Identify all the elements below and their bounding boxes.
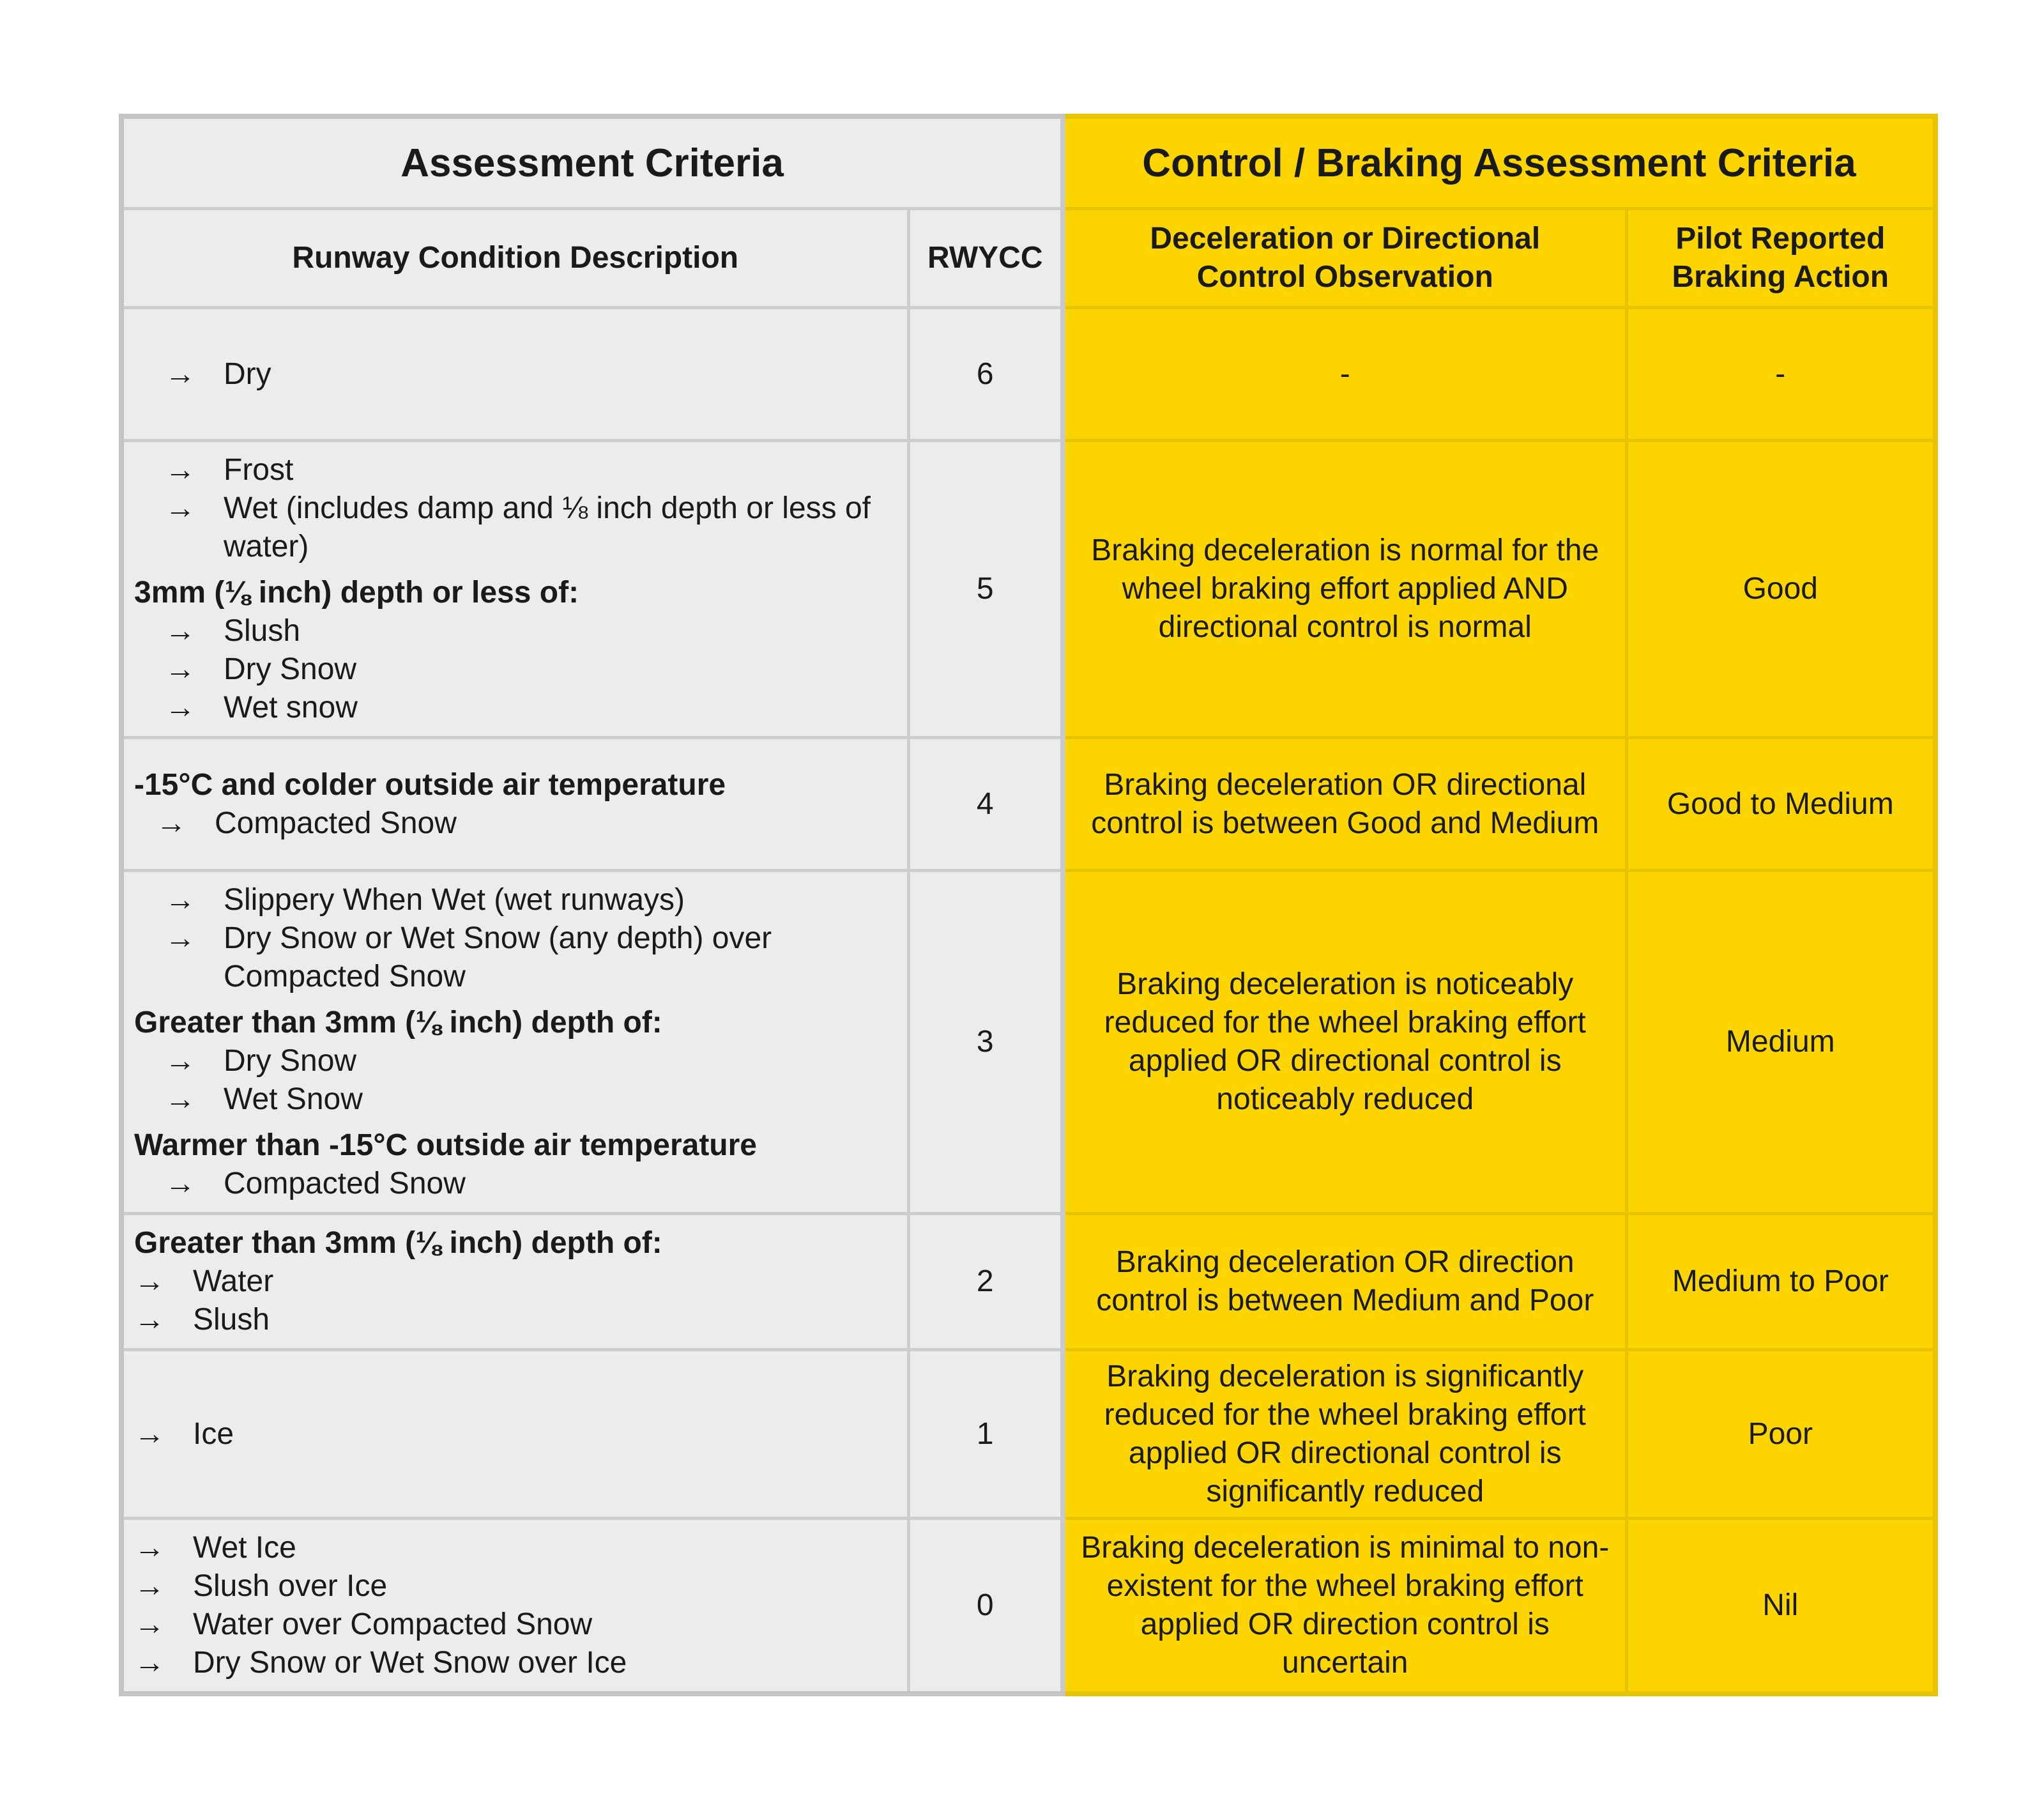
arrow-icon: → bbox=[165, 614, 195, 648]
condition-heading: 3mm (⅛ inch) depth or less of: bbox=[134, 576, 579, 610]
condition-item bbox=[134, 1262, 897, 1301]
condition-item-text: Wet Snow bbox=[224, 1082, 363, 1116]
condition-item bbox=[134, 919, 897, 996]
condition-item-text: Dry Snow bbox=[224, 652, 357, 686]
runway-condition-description bbox=[121, 1214, 908, 1350]
braking-action-header-line1: Pilot Reported bbox=[1675, 222, 1886, 256]
arrow-icon: → bbox=[165, 1082, 195, 1116]
observation-header-line1: Deceleration or Directional bbox=[1150, 222, 1541, 256]
condition-item-text: Dry Snow or Wet Snow (any depth) over Compacted Snow bbox=[224, 921, 772, 993]
pilot-braking-action: Nil bbox=[1626, 1519, 1935, 1694]
rwycc-value: 2 bbox=[908, 1214, 1063, 1350]
arrow-icon: → bbox=[165, 883, 195, 917]
condition-item-text: Dry Snow bbox=[224, 1044, 357, 1078]
condition-row bbox=[121, 1519, 1935, 1694]
condition-item-text: Wet snow bbox=[224, 691, 358, 724]
observation-header bbox=[1063, 209, 1626, 308]
pilot-braking-action: Medium bbox=[1626, 871, 1935, 1214]
arrow-icon: → bbox=[134, 1569, 165, 1603]
arrow-icon: → bbox=[165, 453, 195, 487]
runway-condition-description bbox=[121, 1350, 908, 1519]
runway-condition-description bbox=[121, 441, 908, 738]
condition-item bbox=[134, 1415, 897, 1453]
condition-item bbox=[134, 650, 897, 689]
arrow-icon: → bbox=[165, 652, 195, 686]
deceleration-observation: Braking deceleration OR direction control is between Medium and Poor bbox=[1063, 1214, 1626, 1350]
runway-condition-description bbox=[121, 738, 908, 871]
group-header-row bbox=[121, 116, 1935, 209]
arrow-icon: → bbox=[165, 491, 195, 525]
deceleration-observation: Braking deceleration is noticeably reduced for the wheel braking effort applied OR directional control is noticeably reduced bbox=[1063, 871, 1626, 1214]
condition-item-text: Slush bbox=[224, 614, 301, 648]
condition-item bbox=[134, 612, 897, 650]
condition-item-text: Wet Ice bbox=[193, 1531, 296, 1565]
braking-action-header-line2: Braking Action bbox=[1672, 260, 1889, 294]
runway-condition-assessment-matrix bbox=[119, 114, 1938, 1696]
condition-item bbox=[134, 1042, 897, 1080]
arrow-icon: → bbox=[165, 921, 195, 955]
condition-row bbox=[121, 738, 1935, 871]
deceleration-observation: - bbox=[1063, 308, 1626, 441]
control-braking-assessment-header: Control / Braking Assessment Criteria bbox=[1063, 116, 1935, 209]
deceleration-observation: Braking deceleration OR directional control is between Good and Medium bbox=[1063, 738, 1626, 871]
rwycc-value: 5 bbox=[908, 441, 1063, 738]
pilot-braking-action: Poor bbox=[1626, 1350, 1935, 1519]
pilot-braking-action: - bbox=[1626, 308, 1935, 441]
arrow-icon: → bbox=[156, 806, 187, 840]
arrow-icon: → bbox=[134, 1607, 165, 1641]
arrow-icon: → bbox=[165, 1167, 195, 1200]
runway-condition-description bbox=[121, 1519, 908, 1694]
arrow-icon: → bbox=[134, 1531, 165, 1565]
arrow-icon: → bbox=[134, 1303, 165, 1337]
condition-row bbox=[121, 1350, 1935, 1519]
condition-item-text: Slippery When Wet (wet runways) bbox=[224, 883, 685, 917]
rwycc-table-container bbox=[119, 114, 1933, 1679]
condition-heading: Warmer than -15°C outside air temperature bbox=[134, 1128, 757, 1162]
pilot-braking-action: Good to Medium bbox=[1626, 738, 1935, 871]
condition-item bbox=[134, 1567, 897, 1606]
condition-item bbox=[134, 804, 897, 843]
condition-row bbox=[121, 308, 1935, 441]
condition-item-text: Dry Snow or Wet Snow over Ice bbox=[193, 1646, 627, 1680]
deceleration-observation: Braking deceleration is minimal to non-existent for the wheel braking effort applied OR direction control is uncertain bbox=[1063, 1519, 1626, 1694]
condition-item-text: Frost bbox=[224, 453, 294, 487]
rwycc-header: RWYCC bbox=[908, 209, 1063, 308]
condition-item bbox=[134, 881, 897, 919]
arrow-icon: → bbox=[134, 1264, 165, 1298]
rwycc-value: 3 bbox=[908, 871, 1063, 1214]
condition-item bbox=[134, 689, 897, 727]
condition-item-text: Slush bbox=[193, 1303, 270, 1337]
runway-condition-description-header: Runway Condition Description bbox=[121, 209, 908, 308]
condition-heading: -15°C and colder outside air temperature bbox=[134, 767, 726, 802]
condition-heading: Greater than 3mm (⅛ inch) depth of: bbox=[134, 1006, 662, 1039]
condition-item-text: Compacted Snow bbox=[224, 1167, 466, 1200]
column-header-row bbox=[121, 209, 1935, 308]
condition-row bbox=[121, 871, 1935, 1214]
condition-item bbox=[134, 1165, 897, 1203]
condition-item-text: Water over Compacted Snow bbox=[193, 1607, 593, 1641]
condition-item bbox=[134, 355, 897, 394]
arrow-icon: → bbox=[165, 691, 195, 724]
observation-header-line2: Control Observation bbox=[1196, 260, 1493, 294]
arrow-icon: → bbox=[134, 1646, 165, 1680]
arrow-icon: → bbox=[165, 356, 195, 391]
condition-item-text: Dry bbox=[224, 356, 271, 391]
arrow-icon: → bbox=[165, 1044, 195, 1078]
pilot-braking-action: Medium to Poor bbox=[1626, 1214, 1935, 1350]
runway-condition-description bbox=[121, 871, 908, 1214]
condition-heading: Greater than 3mm (⅛ inch) depth of: bbox=[134, 1226, 662, 1260]
rwycc-value: 1 bbox=[908, 1350, 1063, 1519]
condition-item-text: Slush over Ice bbox=[193, 1569, 388, 1603]
condition-item-text: Ice bbox=[193, 1416, 234, 1451]
condition-item bbox=[134, 1644, 897, 1682]
rwycc-value: 4 bbox=[908, 738, 1063, 871]
assessment-criteria-header: Assessment Criteria bbox=[121, 116, 1063, 209]
pilot-braking-action: Good bbox=[1626, 441, 1935, 738]
condition-rows bbox=[121, 308, 1935, 1694]
condition-item-text: Compacted Snow bbox=[215, 806, 457, 840]
condition-item-text: Water bbox=[193, 1264, 274, 1298]
condition-item bbox=[134, 451, 897, 489]
runway-condition-description bbox=[121, 308, 908, 441]
deceleration-observation: Braking deceleration is normal for the wheel braking effort applied AND directional control is normal bbox=[1063, 441, 1626, 738]
condition-item-text: Wet (includes damp and ⅛ inch depth or less of water) bbox=[224, 491, 871, 564]
rwycc-value: 6 bbox=[908, 308, 1063, 441]
condition-row bbox=[121, 441, 1935, 738]
condition-item bbox=[134, 489, 897, 566]
deceleration-observation: Braking deceleration is significantly reduced for the wheel braking effort applied OR directional control is significantly reduced bbox=[1063, 1350, 1626, 1519]
condition-item bbox=[134, 1529, 897, 1567]
condition-item bbox=[134, 1606, 897, 1644]
condition-row bbox=[121, 1214, 1935, 1350]
condition-item bbox=[134, 1080, 897, 1119]
braking-action-header bbox=[1626, 209, 1935, 308]
arrow-icon: → bbox=[134, 1416, 165, 1451]
rwycc-value: 0 bbox=[908, 1519, 1063, 1694]
condition-item bbox=[134, 1301, 897, 1339]
